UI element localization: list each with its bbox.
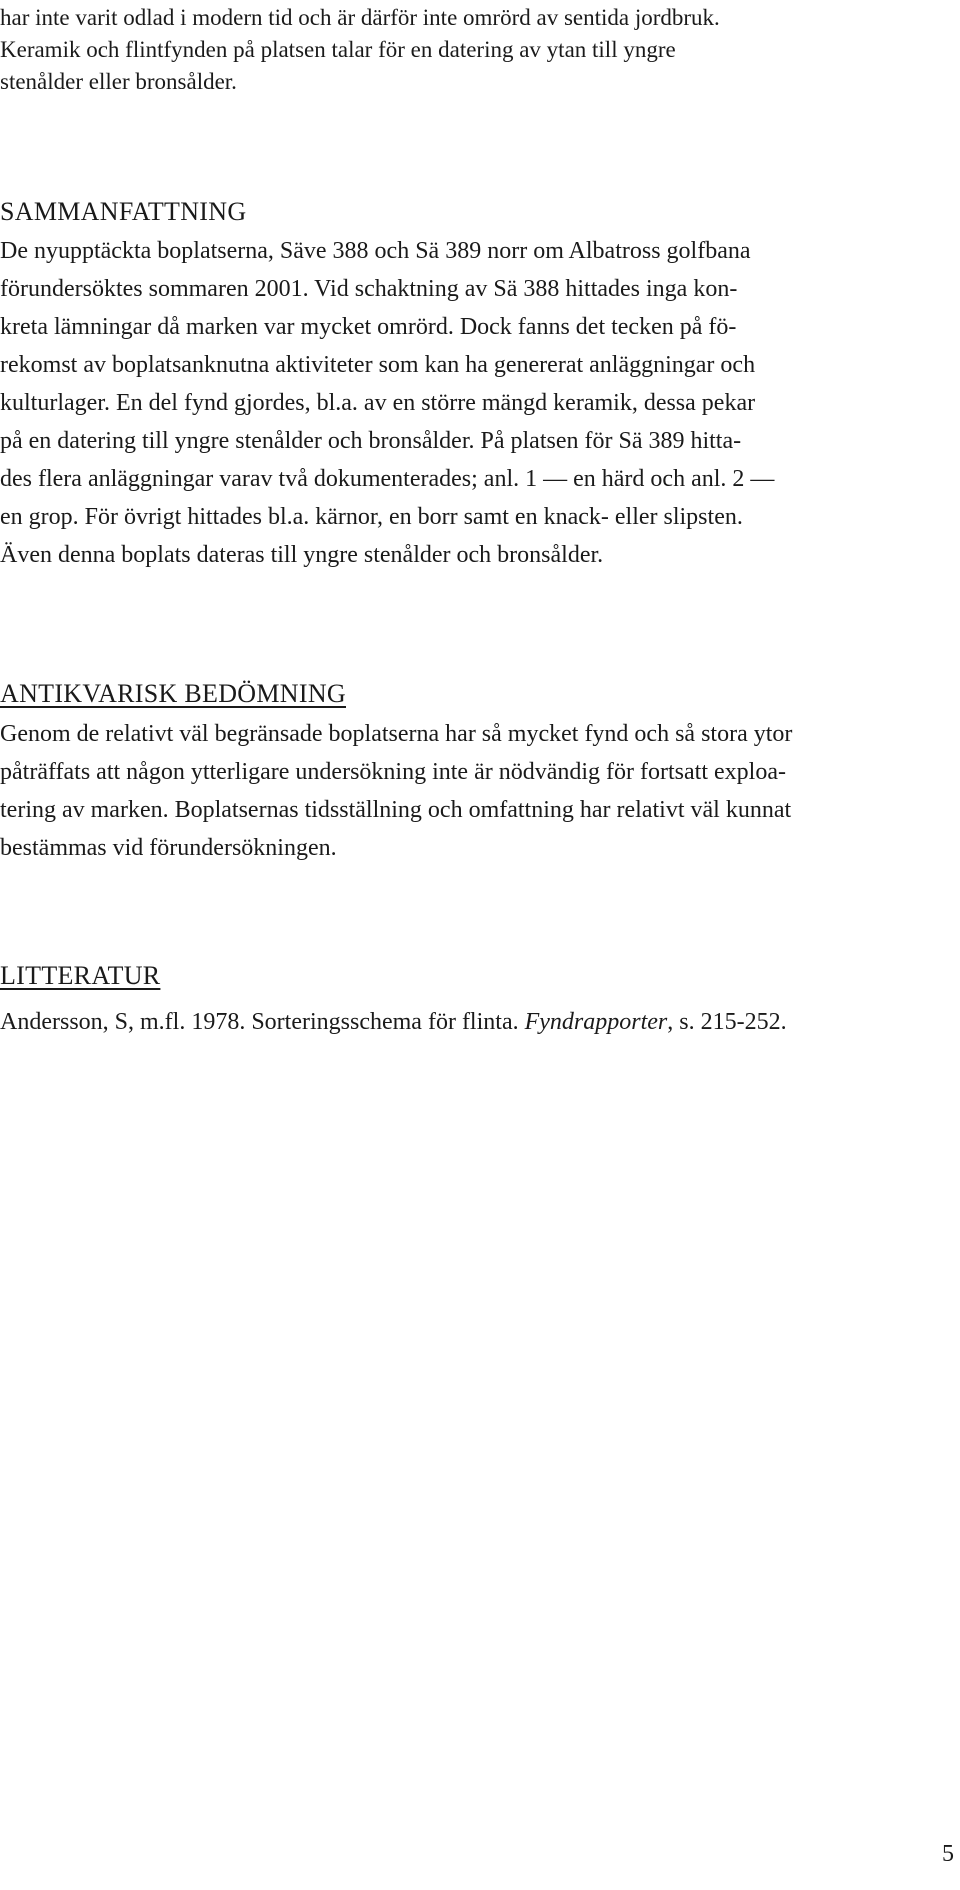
paragraph-line: förundersöktes sommaren 2001. Vid schaktning av Sä 388 hittades inga kon-	[0, 276, 738, 302]
paragraph-line: rekomst av boplatsanknutna aktiviteter som kan ha genererat anläggningar och	[0, 352, 756, 378]
section-litteratur	[0, 960, 960, 992]
sammanfattning-paragraph	[0, 232, 960, 574]
intro-line: har inte varit odlad i modern tid och är därför inte omrörd av sentida jordbruk.	[0, 5, 720, 30]
paragraph-line: kreta lämningar då marken var mycket omrörd. Dock fanns det tecken på fö-	[0, 314, 737, 340]
intro-line: stenålder eller bronsålder.	[0, 69, 237, 94]
paragraph-line: des flera anläggningar varav två dokumenterades; anl. 1 — en härd och anl. 2 —	[0, 466, 775, 492]
reference-entry	[0, 1006, 960, 1038]
reference-text: Andersson, S, m.fl. 1978. Sorteringsschema för flinta.	[0, 1009, 525, 1035]
intro-paragraph	[0, 2, 960, 98]
section-heading-sammanfattning: SAMMANFATTNING	[0, 197, 247, 226]
paragraph-line: påträffats att någon ytterligare undersökning inte är nödvändig för fortsatt exploa-	[0, 759, 786, 785]
litteratur-list	[0, 1006, 960, 1038]
paragraph-line: Genom de relativt väl begränsade boplatserna har så mycket fynd och så stora ytor	[0, 721, 793, 747]
page-number: 5	[942, 1841, 954, 1867]
paragraph-line: tering av marken. Boplatsernas tidsställning och omfattning har relativt väl kunnat	[0, 797, 792, 823]
intro-line: Keramik och flintfynden på platsen talar för en datering av ytan till yngre	[0, 37, 676, 62]
section-heading-antikvarisk: ANTIKVARISK BEDÖMNING	[0, 679, 346, 708]
paragraph-line: De nyupptäckta boplatserna, Säve 388 och Sä 389 norr om Albatross golfbana	[0, 238, 751, 264]
section-heading-litteratur: LITTERATUR	[0, 961, 161, 990]
paragraph-line: Även denna boplats dateras till yngre stenålder och bronsålder.	[0, 542, 604, 568]
section-sammanfattning	[0, 196, 960, 228]
section-antikvarisk	[0, 678, 960, 710]
paragraph-line: på en datering till yngre stenålder och bronsålder. På platsen för Sä 389 hitta-	[0, 428, 742, 454]
paragraph-line: kulturlager. En del fynd gjordes, bl.a. av en större mängd keramik, dessa pekar	[0, 390, 756, 416]
reference-pages: , s. 215-252.	[667, 1009, 787, 1035]
paragraph-line: bestämmas vid förundersökningen.	[0, 835, 337, 861]
paragraph-line: en grop. För övrigt hittades bl.a. kärnor, en borr samt en knack- eller slipsten.	[0, 504, 743, 530]
antikvarisk-paragraph	[0, 715, 960, 867]
reference-journal: Fyndrapporter	[524, 1009, 668, 1035]
